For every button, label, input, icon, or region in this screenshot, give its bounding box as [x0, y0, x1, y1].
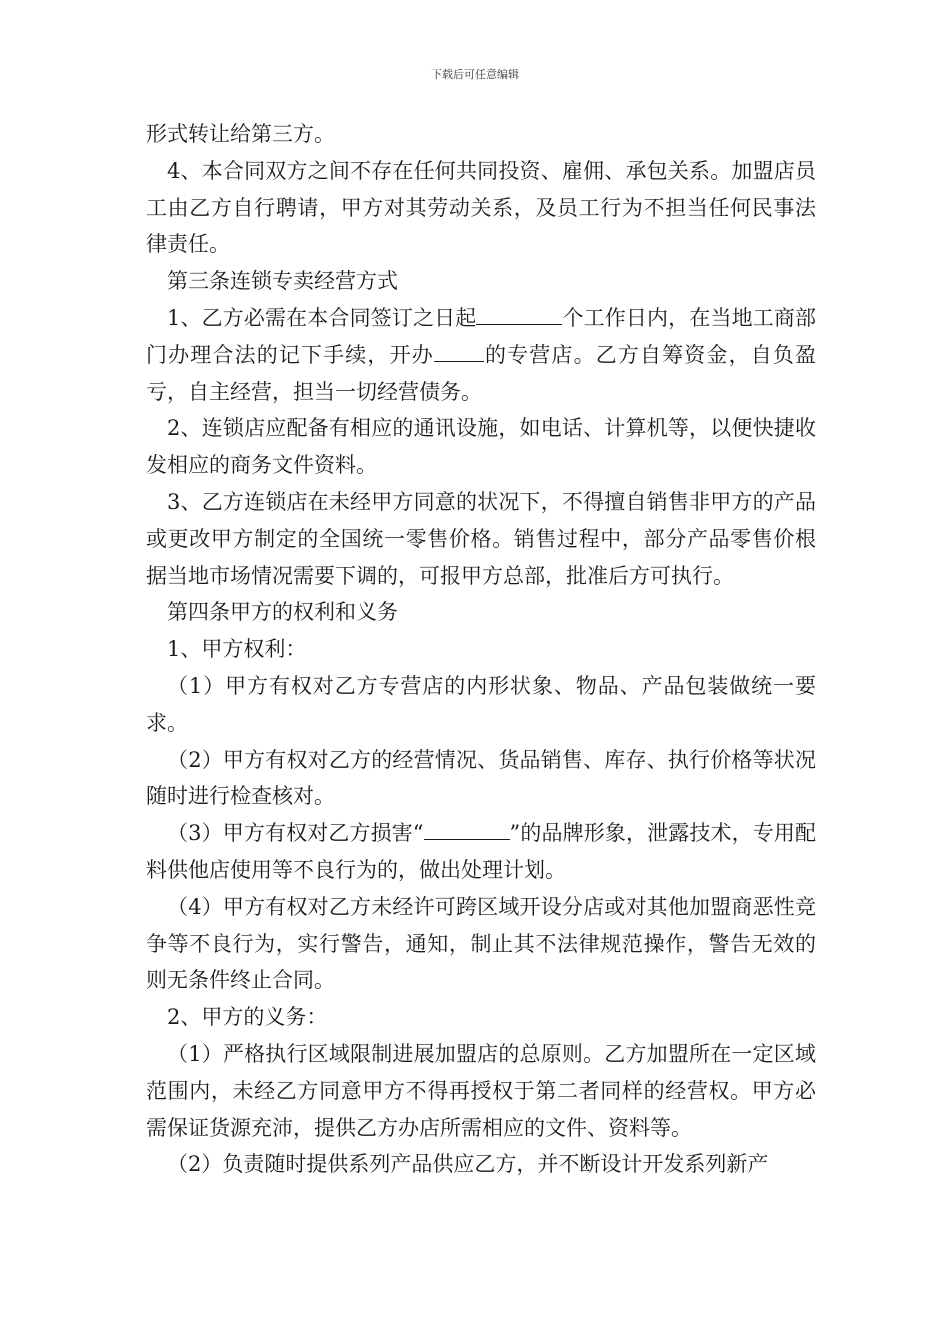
subheading-party-a-obligations: 2、甲方的义务： [167, 1005, 328, 1030]
blank-workdays [476, 304, 562, 325]
paragraph-right-1: （1）甲方有权对乙方专营店的内形状象、物品、产品包装做统一要求。 [146, 673, 816, 735]
clause-text-part-3: 的专营店。乙方自筹资金，自负盈亏，自主经营，担当一切经营债务。 [146, 342, 817, 404]
document-body [146, 116, 816, 1183]
paragraph-right-4: （4）甲方有权对乙方未经许可跨区域开设分店或对其他加盟商恶性竞争等不良行为，实行警告，通知，制止其不法律规范操作，警告无效的则无条件终止合同。 [146, 894, 816, 993]
blank-brand-name [424, 819, 510, 840]
paragraph-article-3-clause-3: 3、乙方连锁店在未经甲方同意的状况下，不得擅自销售非甲方的产品或更改甲方制定的全国统一零售价格。销售过程中，部分产品零售价根据当地市场情况需要下调的，可报甲方总部，批准后方可执行。 [146, 489, 816, 588]
blank-store-name [434, 341, 484, 362]
paragraph-obligation-1: （1）严格执行区域限制进展加盟店的总原则。乙方加盟所在一定区域范围内，未经乙方同意甲方不得再授权于第二者同样的经营权。甲方必需保证货源充沛，提供乙方办店所需相应的文件、资料等。 [146, 1041, 816, 1140]
subheading-party-a-rights: 1、甲方权利： [167, 637, 307, 662]
paragraph-right-2: （2）甲方有权对乙方的经营情况、货品销售、库存、执行价格等状况随时进行检查核对。 [146, 747, 816, 809]
page-header: 下载后可任意编辑 [431, 68, 519, 81]
paragraph-continuation: 形式转让给第三方。 [146, 122, 335, 146]
section-heading-article-3: 第三条连锁专卖经营方式 [167, 269, 398, 294]
paragraph-article-3-clause-1 [146, 300, 816, 410]
paragraph-clause-4: 4、本合同双方之间不存在任何共同投资、雇佣、承包关系。加盟店员工由乙方自行聘请，甲方对其劳动关系，及员工行为不担当任何民事法律责任。 [146, 158, 816, 257]
clause-text-part-2: ”的品牌形象，泄露技术，专用配料供他店使用等不良行为的，做出处理计划。 [146, 821, 816, 882]
paragraph-article-3-clause-2: 2、连锁店应配备有相应的通讯设施，如电话、计算机等，以便快捷收发相应的商务文件资料。 [146, 416, 816, 478]
paragraph-obligation-2: （2）负责随时提供系列产品供应乙方，并不断设计开发系列新产 [167, 1152, 769, 1177]
section-heading-article-4: 第四条甲方的权利和义务 [167, 600, 398, 625]
clause-text-part-1: （3）甲方有权对乙方损害“ [167, 821, 424, 846]
clause-text-part-1: 1、乙方必需在本合同签订之日起 [167, 305, 477, 330]
paragraph-right-3 [146, 815, 816, 889]
clause-text-part-2: 个工作日内，在当地工商部门办理合法的记下手续，开办 [146, 305, 816, 367]
